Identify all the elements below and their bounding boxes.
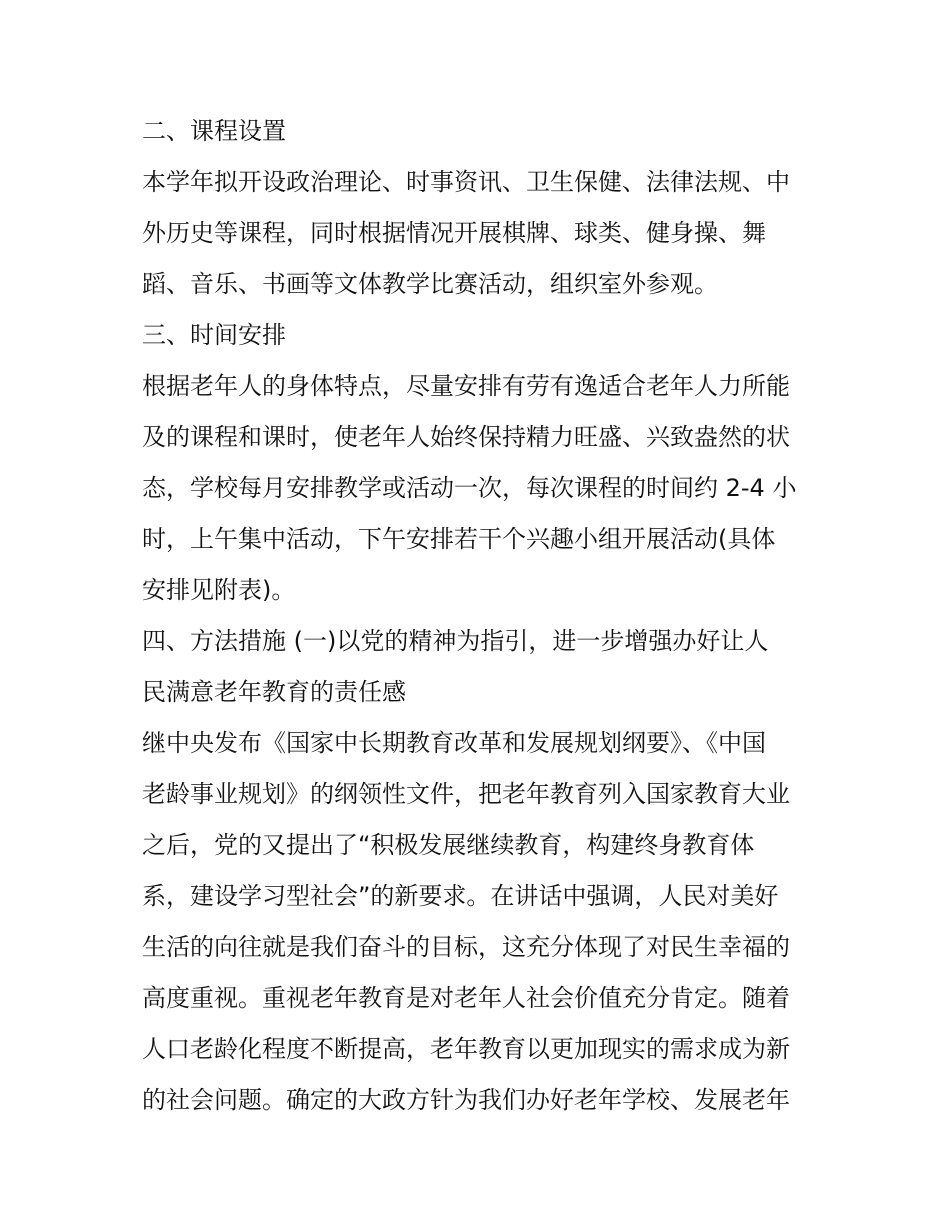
paragraph-line: 及的课程和课时，使老年人始终保持精力旺盛、兴致盎然的状 <box>142 423 790 451</box>
paragraph-line: 外历史等课程，同时根据情况开展棋牌、球类、健身操、舞 <box>142 219 766 247</box>
paragraph-line: 生活的向往就是我们奋斗的目标，这充分体现了对民生幸福的 <box>142 933 790 961</box>
paragraph-line: 老龄事业规划》的纲领性文件，把老年教育列入国家教育大业 <box>142 780 790 808</box>
document-body <box>142 106 814 1126</box>
paragraph-line: 蹈、音乐、书画等文体教学比赛活动，组织室外参观。 <box>142 270 718 298</box>
paragraph-line: 人口老龄化程度不断提高，老年教育以更加现实的需求成为新 <box>142 1035 790 1063</box>
paragraph-line: 本学年拟开设政治理论、时事资讯、卫生保健、法律法规、中 <box>142 168 790 196</box>
section-heading-methods: 四、方法措施 (一)以党的精神为指引，进一步增强办好让人 <box>142 627 769 655</box>
section-heading-course-setup: 二、课程设置 <box>142 117 286 145</box>
section-heading-schedule: 三、时间安排 <box>142 321 286 349</box>
paragraph-line: 的社会问题。确定的大政方针为我们办好老年学校、发展老年 <box>142 1086 790 1114</box>
paragraph-line: 根据老年人的身体特点，尽量安排有劳有逸适合老年人力所能 <box>142 372 790 400</box>
paragraph-line: 民满意老年教育的责任感 <box>142 678 406 706</box>
paragraph-line: 之后，党的又提出了“积极发展继续教育，构建终身教育体 <box>142 831 755 859</box>
paragraph-line: 安排见附表)。 <box>142 576 296 604</box>
paragraph-line: 系，建设学习型社会”的新要求。在讲话中强调，人民对美好 <box>142 882 779 910</box>
paragraph-line: 高度重视。重视老年教育是对老年人社会价值充分肯定。随着 <box>142 984 790 1012</box>
paragraph-line: 态，学校每月安排教学或活动一次，每次课程的时间约 2-4 小 <box>142 474 797 502</box>
paragraph-line: 时，上午集中活动，下午安排若干个兴趣小组开展活动(具体 <box>142 525 776 553</box>
paragraph-line: 继中央发布《国家中长期教育改革和发展规划纲要》、《中国 <box>142 729 766 757</box>
